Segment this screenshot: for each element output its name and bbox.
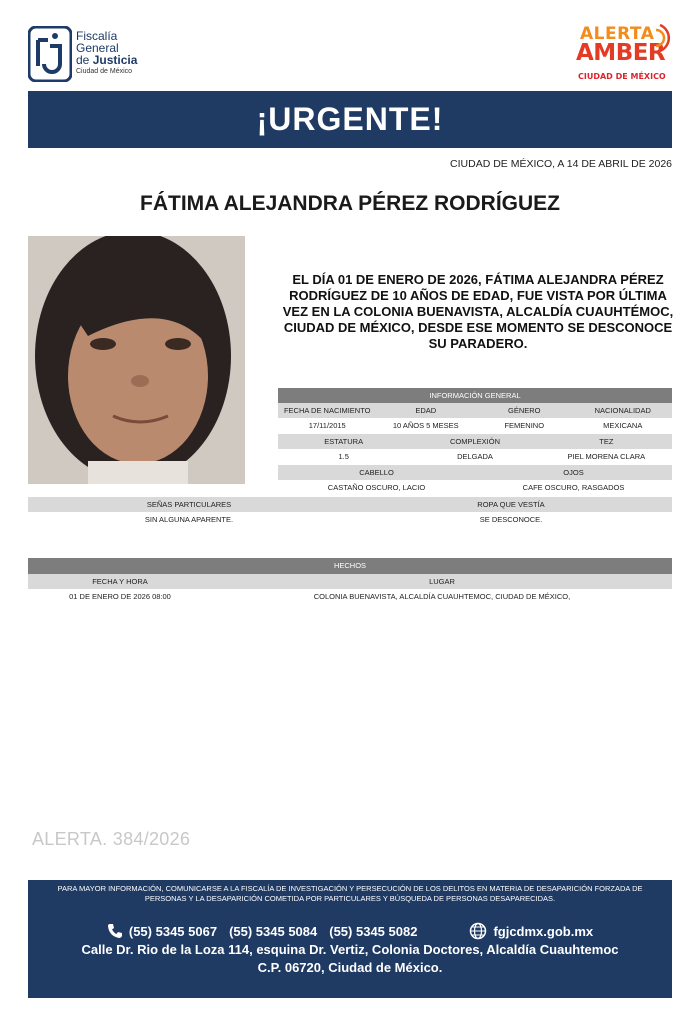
header-cell: CABELLO — [359, 468, 394, 477]
table-row — [278, 434, 672, 449]
hechos-table — [28, 558, 672, 605]
value-cell: 01 DE ENERO DE 2026 08:00 — [69, 592, 171, 601]
header-cell: ESTATURA — [324, 437, 364, 446]
table-row — [28, 574, 672, 589]
urgent-banner: ¡URGENTE! — [28, 91, 672, 148]
person-photo — [28, 236, 245, 484]
header-cell: COMPLEXIÓN — [449, 437, 500, 446]
table-row — [278, 480, 672, 496]
org-line-3-bold: Justicia — [92, 53, 138, 67]
value-cell: PIEL MORENA CLARA — [567, 452, 646, 461]
fgj-logo-icon — [28, 26, 72, 82]
amber-line-3: CIUDAD DE MÉXICO — [578, 72, 666, 81]
value-cell: MEXICANA — [603, 421, 643, 430]
amber-line-1: ALERTA — [580, 24, 655, 44]
address-line-2: C.P. 06720, Ciudad de México. — [257, 960, 443, 975]
signal-waves-icon — [652, 22, 672, 58]
org-line-4: Ciudad de México — [76, 68, 133, 75]
header-cell: ROPA QUE VESTÍA — [477, 500, 545, 509]
info-table — [278, 388, 672, 496]
info-table-title: INFORMACIÓN GENERAL — [278, 388, 672, 403]
value-cell: FEMENINO — [504, 421, 545, 430]
date-line: CIUDAD DE MÉXICO, A 14 DE ABRIL DE 2026 — [450, 158, 672, 170]
value-cell: CAFE OSCURO, RASGADOS — [522, 483, 625, 492]
value-cell: 1.5 — [338, 452, 349, 461]
org-line-1: Fiscalía — [76, 29, 118, 43]
globe-icon — [469, 922, 487, 940]
footer — [28, 880, 672, 998]
person-description: EL DÍA 01 DE ENERO DE 2026, FÁTIMA ALEJANDRA PÉREZ RODRÍGUEZ DE 10 AÑOS DE EDAD, FUE VISTA POR ÚLTIMA VEZ EN LA COLONIA BUENAVISTA, ALCALDÍA CUAUHTÉMOC, CIUDAD DE MÉXICO, DESDE ESE MOMENTO SE DESCONOCE SU PARADERO. — [282, 272, 674, 351]
org-name — [76, 30, 137, 78]
value-cell: CASTAÑO OSCURO, LACIO — [327, 483, 426, 492]
header-cell: OJOS — [563, 468, 584, 477]
header-cell: EDAD — [415, 406, 437, 415]
table-row — [278, 418, 672, 434]
value-cell: SIN ALGUNA APARENTE. — [144, 515, 234, 524]
senas-table — [28, 497, 672, 528]
table-row — [28, 497, 672, 512]
table-row — [278, 465, 672, 480]
alerta-amber-logo — [576, 22, 672, 86]
header-cell: SEÑAS PARTICULARES — [146, 500, 232, 509]
header-cell: NACIONALIDAD — [594, 406, 651, 415]
header-cell: FECHA Y HORA — [92, 577, 148, 586]
org-line-2: General — [76, 41, 119, 55]
table-row — [278, 403, 672, 418]
header-cell: GÉNERO — [507, 406, 541, 415]
contact-row — [28, 922, 672, 940]
header-cell: FECHA DE NACIMIENTO — [283, 406, 371, 415]
table-row — [28, 589, 672, 605]
website-link[interactable]: fgjcdmx.gob.mx — [493, 923, 594, 939]
header-cell: TEZ — [599, 437, 614, 446]
phone-number-1[interactable]: (55) 5345 5067 — [128, 923, 218, 939]
org-line-3-prefix: de — [76, 53, 90, 67]
header-cell: LUGAR — [429, 577, 455, 586]
value-cell: DELGADA — [457, 452, 493, 461]
alerta-number: ALERTA. 384/2026 — [32, 829, 191, 849]
value-cell: SE DESCONOCE. — [479, 515, 543, 524]
footer-info: PARA MAYOR INFORMACIÓN, COMUNICARSE A LA FISCALÍA DE INVESTIGACIÓN Y PERSECUCIÓN DE LOS DELITOS EN MATERIA DE DESAPARICIÓN FORZADA DE PERSONAS Y LA DESAPARICIÓN COMETIDA POR PARTICULARES Y BÚSQUEDA DE PERSONAS DESAPARECIDAS. — [57, 884, 643, 903]
table-row — [278, 449, 672, 465]
value-cell: COLONIA BUENAVISTA, ALCALDÍA CUAUHTEMOC, CIUDAD DE MÉXICO, — [313, 592, 571, 601]
value-cell: 17/11/2015 — [308, 421, 346, 430]
header — [28, 22, 672, 86]
phone-number-3[interactable]: (55) 5345 5082 — [329, 923, 418, 939]
value-cell: 10 AÑOS 5 MESES — [392, 421, 459, 430]
phone-number-2[interactable]: (55) 5345 5084 — [229, 923, 318, 939]
person-name: FÁTIMA ALEJANDRA PÉREZ RODRÍGUEZ — [140, 192, 560, 215]
hechos-title: HECHOS — [28, 558, 672, 574]
table-row — [28, 512, 672, 528]
amber-line-2: AMBER — [576, 40, 666, 66]
phone-icon — [107, 923, 123, 939]
address-line-1: Calle Dr. Rio de la Loza 114, esquina Dr. Vertiz, Colonia Doctores, Alcaldía Cuauhtemoc — [81, 942, 619, 957]
